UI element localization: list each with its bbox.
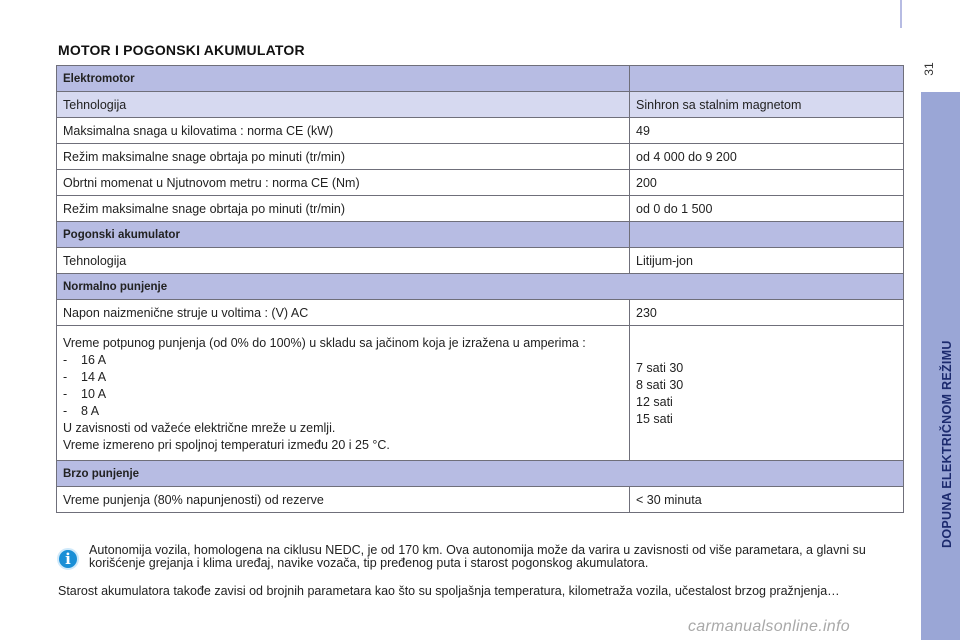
- table-section-header: [57, 222, 904, 248]
- section-header-normalno: Normalno punjenje: [57, 274, 904, 300]
- table-row: [57, 300, 904, 326]
- charge-item: - 16 A: [63, 353, 107, 367]
- spec-table: [56, 65, 904, 513]
- chapter-tab: [931, 0, 960, 92]
- section-header-empty: [630, 66, 904, 92]
- table-row: [57, 118, 904, 144]
- table-section-header: [57, 66, 904, 92]
- charge-note: Vreme izmereno pri spoljnoj temperaturi između 20 i 25 °C.: [63, 438, 390, 452]
- table-row: [57, 170, 904, 196]
- row-label: Tehnologija: [57, 92, 630, 118]
- row-label: Maksimalna snaga u kilovatima : norma CE (kW): [57, 118, 630, 144]
- row-label: Obrtni momenat u Njutnovom metru : norma CE (Nm): [57, 170, 630, 196]
- chapter-label: DOPUNA ELEKTRIČNOM REŽIMU: [940, 340, 954, 548]
- section-header-elektromotor: Elektromotor: [57, 66, 630, 92]
- row-value: 200: [630, 170, 904, 196]
- table-row: [57, 487, 904, 513]
- table-row: [57, 144, 904, 170]
- row-value: od 4 000 do 9 200: [630, 144, 904, 170]
- row-label: Režim maksimalne snage obrtaja po minuti (tr/min): [57, 144, 630, 170]
- page-tick-line: [900, 0, 902, 28]
- charge-time-values: [630, 326, 904, 461]
- row-label: Režim maksimalne snage obrtaja po minuti (tr/min): [57, 196, 630, 222]
- row-label: Napon naizmenične struje u voltima : (V) AC: [57, 300, 630, 326]
- charge-intro: Vreme potpunog punjenja (od 0% do 100%) u skladu sa jačinom koja je izražena u amperima :: [63, 336, 586, 350]
- charge-value: 12 sati: [636, 394, 673, 409]
- section-header-empty: [630, 222, 904, 248]
- page-number: 31: [922, 62, 936, 76]
- row-label: Tehnologija: [57, 248, 630, 274]
- row-value: Litijum-jon: [630, 248, 904, 274]
- section-header-brzo: Brzo punjenje: [57, 461, 904, 487]
- charge-time-description: [57, 326, 630, 461]
- table-section-header: [57, 274, 904, 300]
- charge-item: - 8 A: [63, 404, 100, 418]
- page-title: MOTOR I POGONSKI AKUMULATOR: [58, 42, 305, 58]
- table-row: [57, 196, 904, 222]
- table-row: [57, 248, 904, 274]
- charge-note: U zavisnosti od važeće električne mreže u zemlji.: [63, 421, 336, 435]
- row-value: 230: [630, 300, 904, 326]
- section-header-akumulator: Pogonski akumulator: [57, 222, 630, 248]
- table-row-charge-time: [57, 326, 904, 461]
- charge-item: - 14 A: [63, 370, 107, 384]
- charge-value: 15 sati: [636, 411, 673, 426]
- row-label: Vreme punjenja (80% napunjenosti) od rezerve: [57, 487, 630, 513]
- row-value: 49: [630, 118, 904, 144]
- row-value: < 30 minuta: [630, 487, 904, 513]
- row-value: od 0 do 1 500: [630, 196, 904, 222]
- info-icon: i: [57, 548, 79, 570]
- table-row: [57, 92, 904, 118]
- charge-value: 7 sati 30: [636, 360, 684, 375]
- row-value: Sinhron sa stalnim magnetom: [630, 92, 904, 118]
- watermark-text: carmanualsonline.info: [688, 618, 850, 635]
- charge-item: - 10 A: [63, 387, 107, 401]
- info-note: Autonomija vozila, homologena na ciklusu NEDC, je od 170 km. Ova autonomija može da varira u zavisnosti od više parametara, a glavni su korišćenje grejanja i klima uređaj, navike vozača, tip pređenog puta i starost pogonskog akumulatora.: [89, 543, 866, 570]
- table-section-header: [57, 461, 904, 487]
- charge-value: 8 sati 30: [636, 377, 684, 392]
- general-note: Starost akumulatora takođe zavisi od brojnih parametara kao što su spoljašnja temperatura, kilometraža vozila, učestalost brzog pražnjenja…: [58, 584, 840, 598]
